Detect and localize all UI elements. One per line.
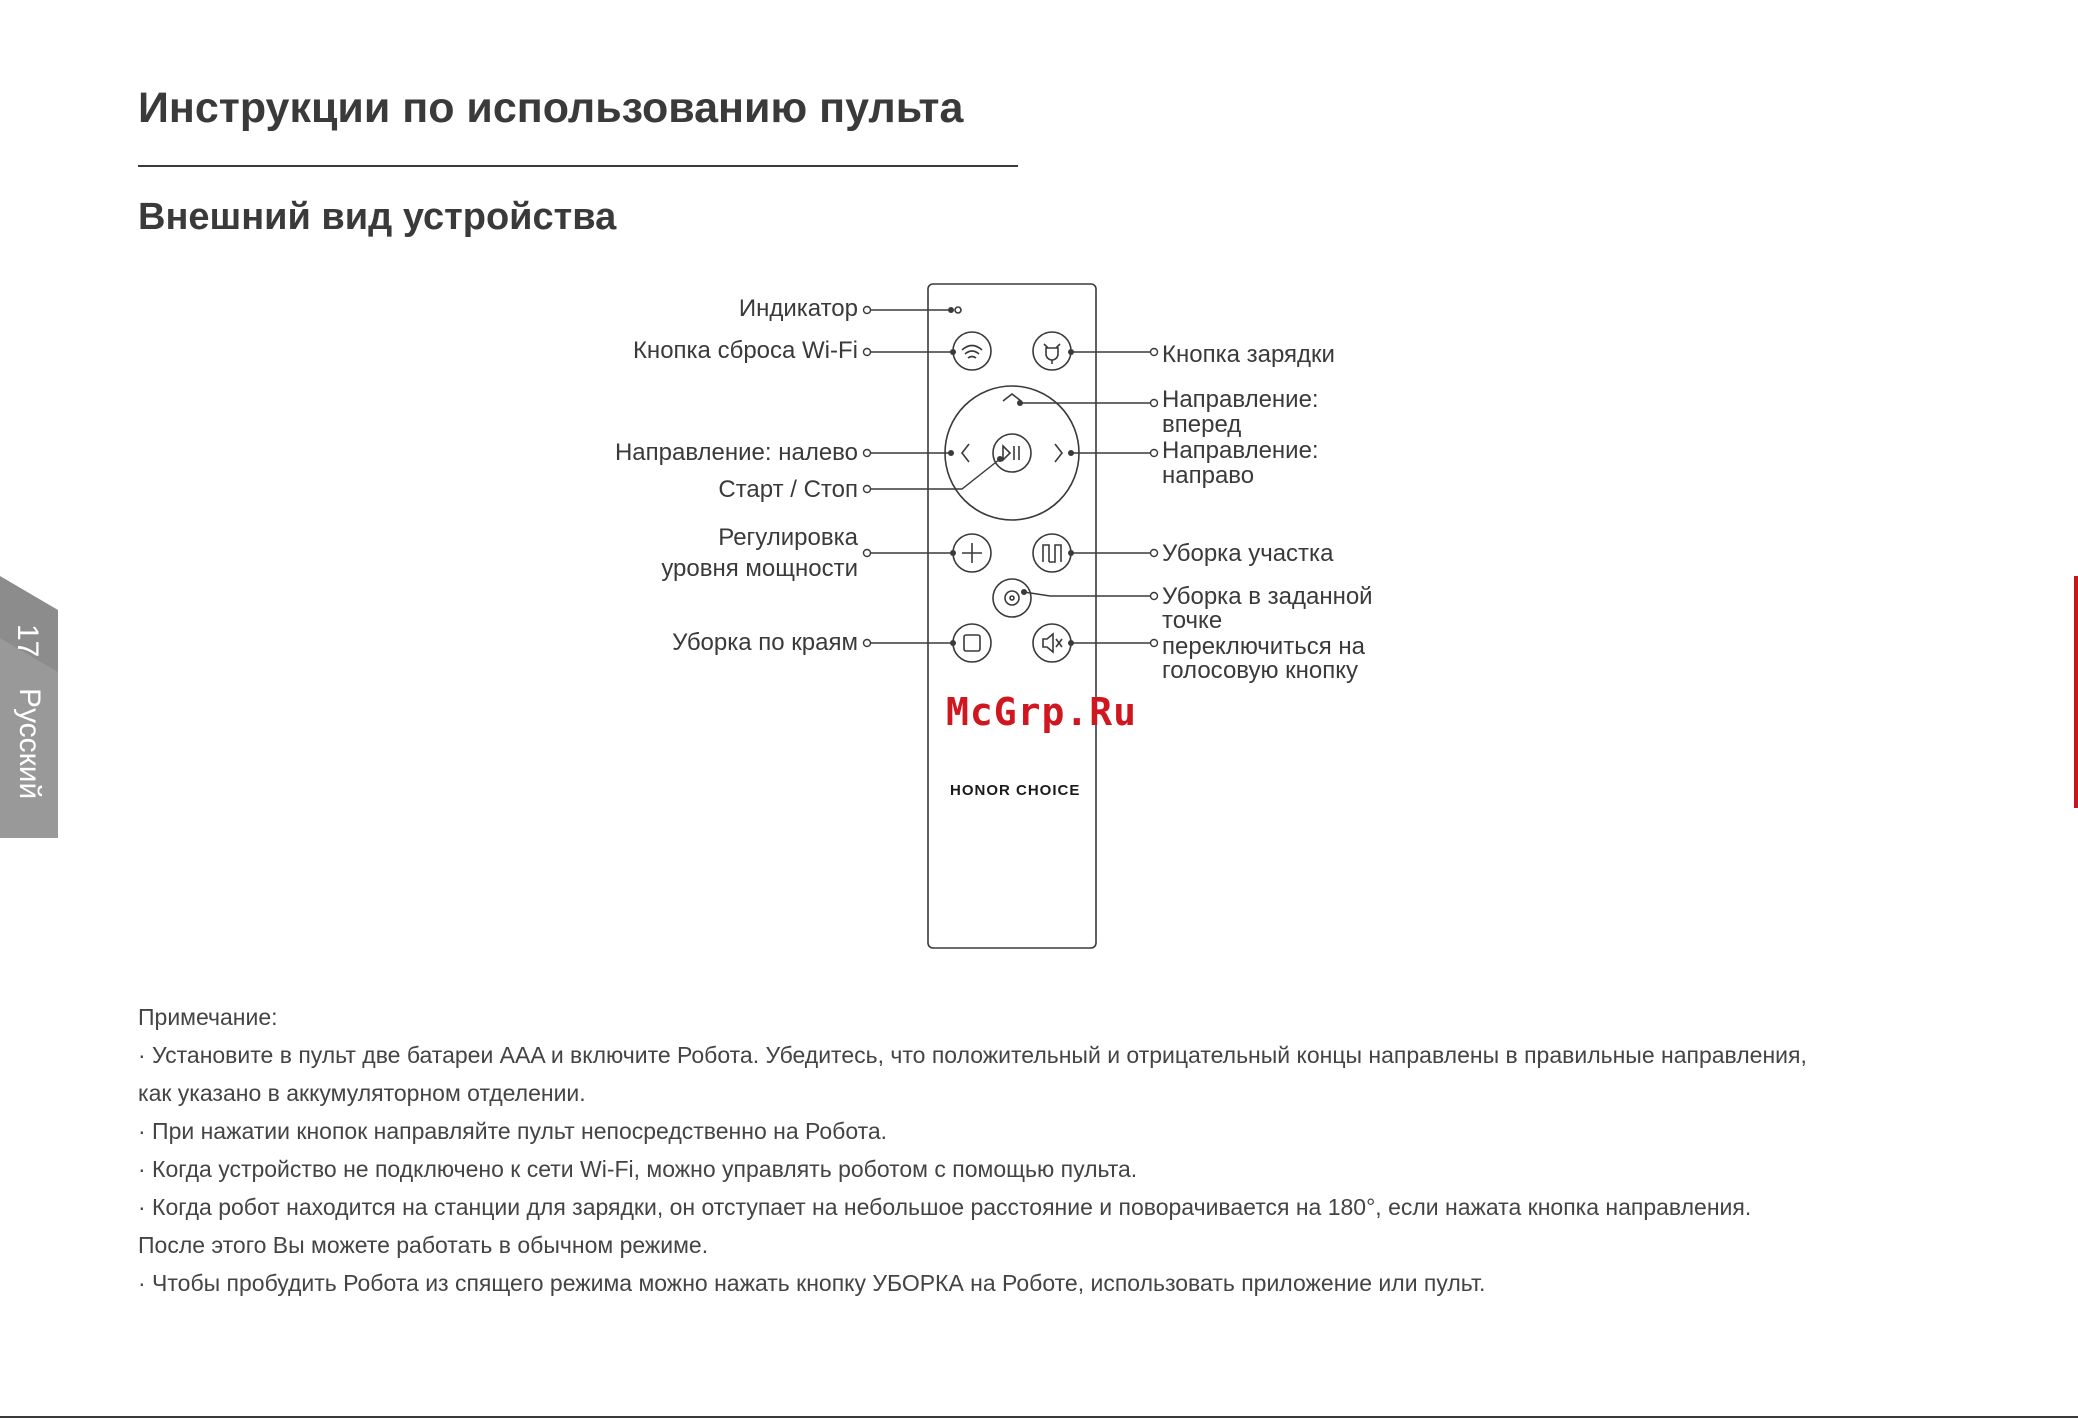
label-forward-1: Направление: [1162, 386, 1319, 413]
play-pause-icon [1003, 446, 1019, 460]
label-direction-left: Направление: налево [614, 439, 858, 466]
section-title: Внешний вид устройства [138, 196, 617, 238]
label-forward-2: вперед [1162, 411, 1242, 438]
note-line: · При нажатии кнопок направляйте пульт непосредственно на Робота. [138, 1118, 888, 1144]
spot-clean-icon [1005, 591, 1019, 605]
area-clean-button [1033, 534, 1071, 572]
label-power-adjust-1: Регулировка [718, 524, 858, 551]
label-start-stop: Старт / Стоп [718, 476, 858, 503]
right-arrow-icon [1055, 444, 1062, 462]
label-edge-clean: Уборка по краям [672, 629, 858, 656]
edge-clean-icon [964, 635, 980, 651]
mute-icon [1043, 634, 1062, 652]
left-arrow-icon [962, 444, 969, 462]
spot-clean-button [993, 579, 1031, 617]
dpad-ring [945, 386, 1079, 520]
label-wifi-reset: Кнопка сброса Wi-Fi [632, 337, 858, 364]
label-voice-1: переключиться на [1162, 633, 1365, 660]
note-line: · Установите в пульт две батареи AAA и включите Робота. Убедитесь, что положительный и отрицательный концы направлены в правильные направления, [138, 1042, 1807, 1068]
note-line: После этого Вы можете работать в обычном режиме. [138, 1232, 709, 1258]
label-voice-2: голосовую кнопку [1162, 657, 1359, 684]
label-area-clean: Уборка участка [1162, 540, 1334, 567]
label-indicator: Индикатор [738, 295, 858, 322]
up-arrow-icon [1003, 394, 1021, 401]
label-right-2: направо [1162, 462, 1255, 489]
watermark: McGrp.Ru [946, 690, 1138, 734]
plus-icon [962, 543, 982, 563]
area-clean-icon [1043, 545, 1061, 562]
edge-clean-button [953, 624, 991, 662]
remote-brand: HONOR CHOICE [950, 782, 1081, 799]
language-label: Русский [13, 688, 46, 800]
indicator-light [955, 307, 961, 313]
notes-heading: Примечание: [138, 1004, 278, 1030]
label-spot-clean-2: точке [1162, 607, 1223, 634]
label-power-adjust-2: уровня мощности [661, 555, 858, 582]
wifi-icon [962, 346, 982, 359]
notes-section [138, 998, 1898, 1302]
remote-body [928, 284, 1096, 948]
label-spot-clean-1: Уборка в заданной [1162, 583, 1373, 610]
note-line: · Чтобы пробудить Робота из спящего режима можно нажать кнопку УБОРКА на Роботе, использовать приложение или пульт. [138, 1270, 1486, 1296]
label-right-1: Направление: [1162, 437, 1319, 464]
page-number: 17 [11, 624, 44, 658]
start-stop-button [993, 434, 1031, 472]
charge-button [1033, 332, 1071, 370]
note-line: · Когда робот находится на станции для зарядки, он отступает на небольшое расстояние и поворачивается на 180°, если нажата кнопка направления. [138, 1194, 1752, 1220]
note-line: · Когда устройство не подключено к сети Wi-Fi, можно управлять роботом с помощью пульта. [138, 1156, 1138, 1182]
voice-button [1033, 624, 1071, 662]
plug-icon [1044, 344, 1060, 364]
bottom-divider [0, 1416, 2078, 1418]
note-line: как указано в аккумуляторном отделении. [138, 1080, 586, 1106]
label-charge-button: Кнопка зарядки [1162, 341, 1335, 368]
page-title: Инструкции по использованию пульта [138, 84, 964, 132]
